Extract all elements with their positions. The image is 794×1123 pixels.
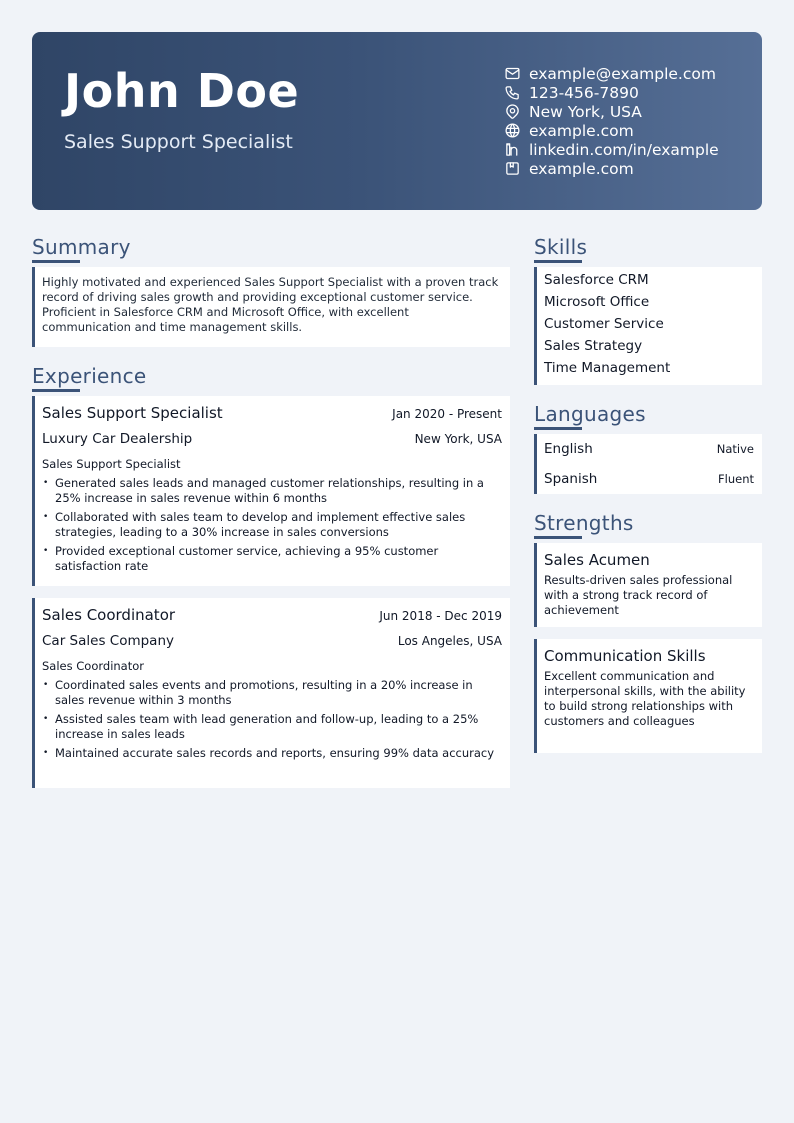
language-name: Spanish — [544, 471, 598, 487]
contact-email-text: example@example.com — [529, 64, 716, 83]
contact-portfolio-text: example.com — [529, 159, 634, 178]
contact-phone-text: 123-456-7890 — [529, 83, 639, 102]
skill-item: Salesforce CRM — [544, 272, 649, 288]
candidate-name: John Doe — [64, 64, 300, 118]
job-bullet: • Provided exceptional customer service, achieving a 95% customer satisfaction rate — [42, 544, 502, 574]
contact-linkedin-text: linkedin.com/in/example — [529, 140, 719, 159]
email-icon — [504, 65, 521, 82]
job-bullet: • Generated sales leads and managed customer relationships, resulting in a 25% increase in sales revenue within 6 months — [42, 476, 502, 506]
summary-heading-underline — [32, 260, 80, 263]
contact-linkedin[interactable] — [504, 140, 719, 159]
contact-website-text: example.com — [529, 121, 634, 140]
job-dates: Jun 2018 - Dec 2019 — [379, 609, 502, 623]
strengths-heading: Strengths — [534, 511, 634, 535]
contact-location-text: New York, USA — [529, 102, 642, 121]
strength-description: Results-driven sales professional with a strong track record of achievement — [544, 573, 733, 617]
skill-item: Sales Strategy — [544, 338, 643, 354]
resume-header — [32, 32, 762, 210]
contact-phone[interactable] — [504, 83, 719, 102]
experience-heading: Experience — [32, 364, 147, 388]
job-location: New York, USA — [414, 432, 502, 446]
job-title: Sales Support Specialist — [42, 404, 223, 422]
experience-item — [32, 598, 510, 788]
language-level: Fluent — [718, 472, 754, 486]
strength-title: Sales Acumen — [544, 551, 650, 569]
job-role: Sales Coordinator — [42, 659, 144, 673]
job-company: Luxury Car Dealership — [42, 431, 193, 447]
contact-list — [504, 64, 719, 178]
skill-item: Customer Service — [544, 316, 664, 332]
strength-description: Excellent communication and interpersonal skills, with the ability to build strong relationships with customers and colleagues — [544, 669, 746, 728]
skill-item: Microsoft Office — [544, 294, 650, 310]
job-location: Los Angeles, USA — [397, 634, 502, 648]
location-icon — [504, 103, 521, 120]
job-bullet: • Coordinated sales events and promotions, resulting in a 20% increase in sales revenue within 3 months — [42, 678, 502, 708]
contact-portfolio[interactable] — [504, 159, 719, 178]
language-item — [537, 434, 762, 464]
language-name: English — [544, 441, 593, 457]
job-bullet: • Maintained accurate sales records and reports, ensuring 99% data accuracy — [42, 746, 502, 761]
job-company: Car Sales Company — [42, 633, 174, 649]
linkedin-icon — [504, 141, 521, 158]
job-bullet: • Collaborated with sales team to develop and implement effective sales strategies, leading to a 30% increase in sales conversions — [42, 510, 502, 540]
summary-text: Highly motivated and experienced Sales Support Specialist with a proven track record of driving sales growth and providing exceptional customer service. Proficient in Salesforce CRM and Microsoft Office, with excellent communication and time management skills. — [42, 275, 499, 334]
skills-card — [534, 267, 762, 385]
languages-card — [534, 434, 762, 494]
strengths-heading-underline — [534, 536, 582, 539]
skill-item: Time Management — [544, 360, 671, 376]
skills-heading: Skills — [534, 235, 588, 259]
skills-heading-underline — [534, 260, 582, 263]
strength-title: Communication Skills — [544, 647, 706, 665]
job-title: Sales Coordinator — [42, 606, 176, 624]
languages-heading-underline — [534, 427, 582, 430]
globe-icon — [504, 122, 521, 139]
language-level: Native — [716, 442, 754, 456]
experience-heading-underline — [32, 389, 80, 392]
experience-item — [32, 396, 510, 586]
contact-email[interactable] — [504, 64, 719, 83]
candidate-title: Sales Support Specialist — [64, 131, 293, 153]
summary-card — [32, 267, 510, 347]
strength-item — [534, 639, 762, 753]
job-bullets — [42, 678, 502, 765]
contact-location — [504, 102, 719, 121]
job-role: Sales Support Specialist — [42, 457, 181, 471]
phone-icon — [504, 84, 521, 101]
job-bullet: • Assisted sales team with lead generation and follow-up, leading to a 25% increase in sales leads — [42, 712, 502, 742]
job-bullets — [42, 476, 502, 578]
bookmark-icon — [504, 160, 521, 177]
summary-heading: Summary — [32, 235, 131, 259]
language-item — [537, 464, 762, 494]
strength-item — [534, 543, 762, 627]
job-dates: Jan 2020 - Present — [392, 407, 502, 421]
languages-heading: Languages — [534, 402, 646, 426]
contact-website[interactable] — [504, 121, 719, 140]
